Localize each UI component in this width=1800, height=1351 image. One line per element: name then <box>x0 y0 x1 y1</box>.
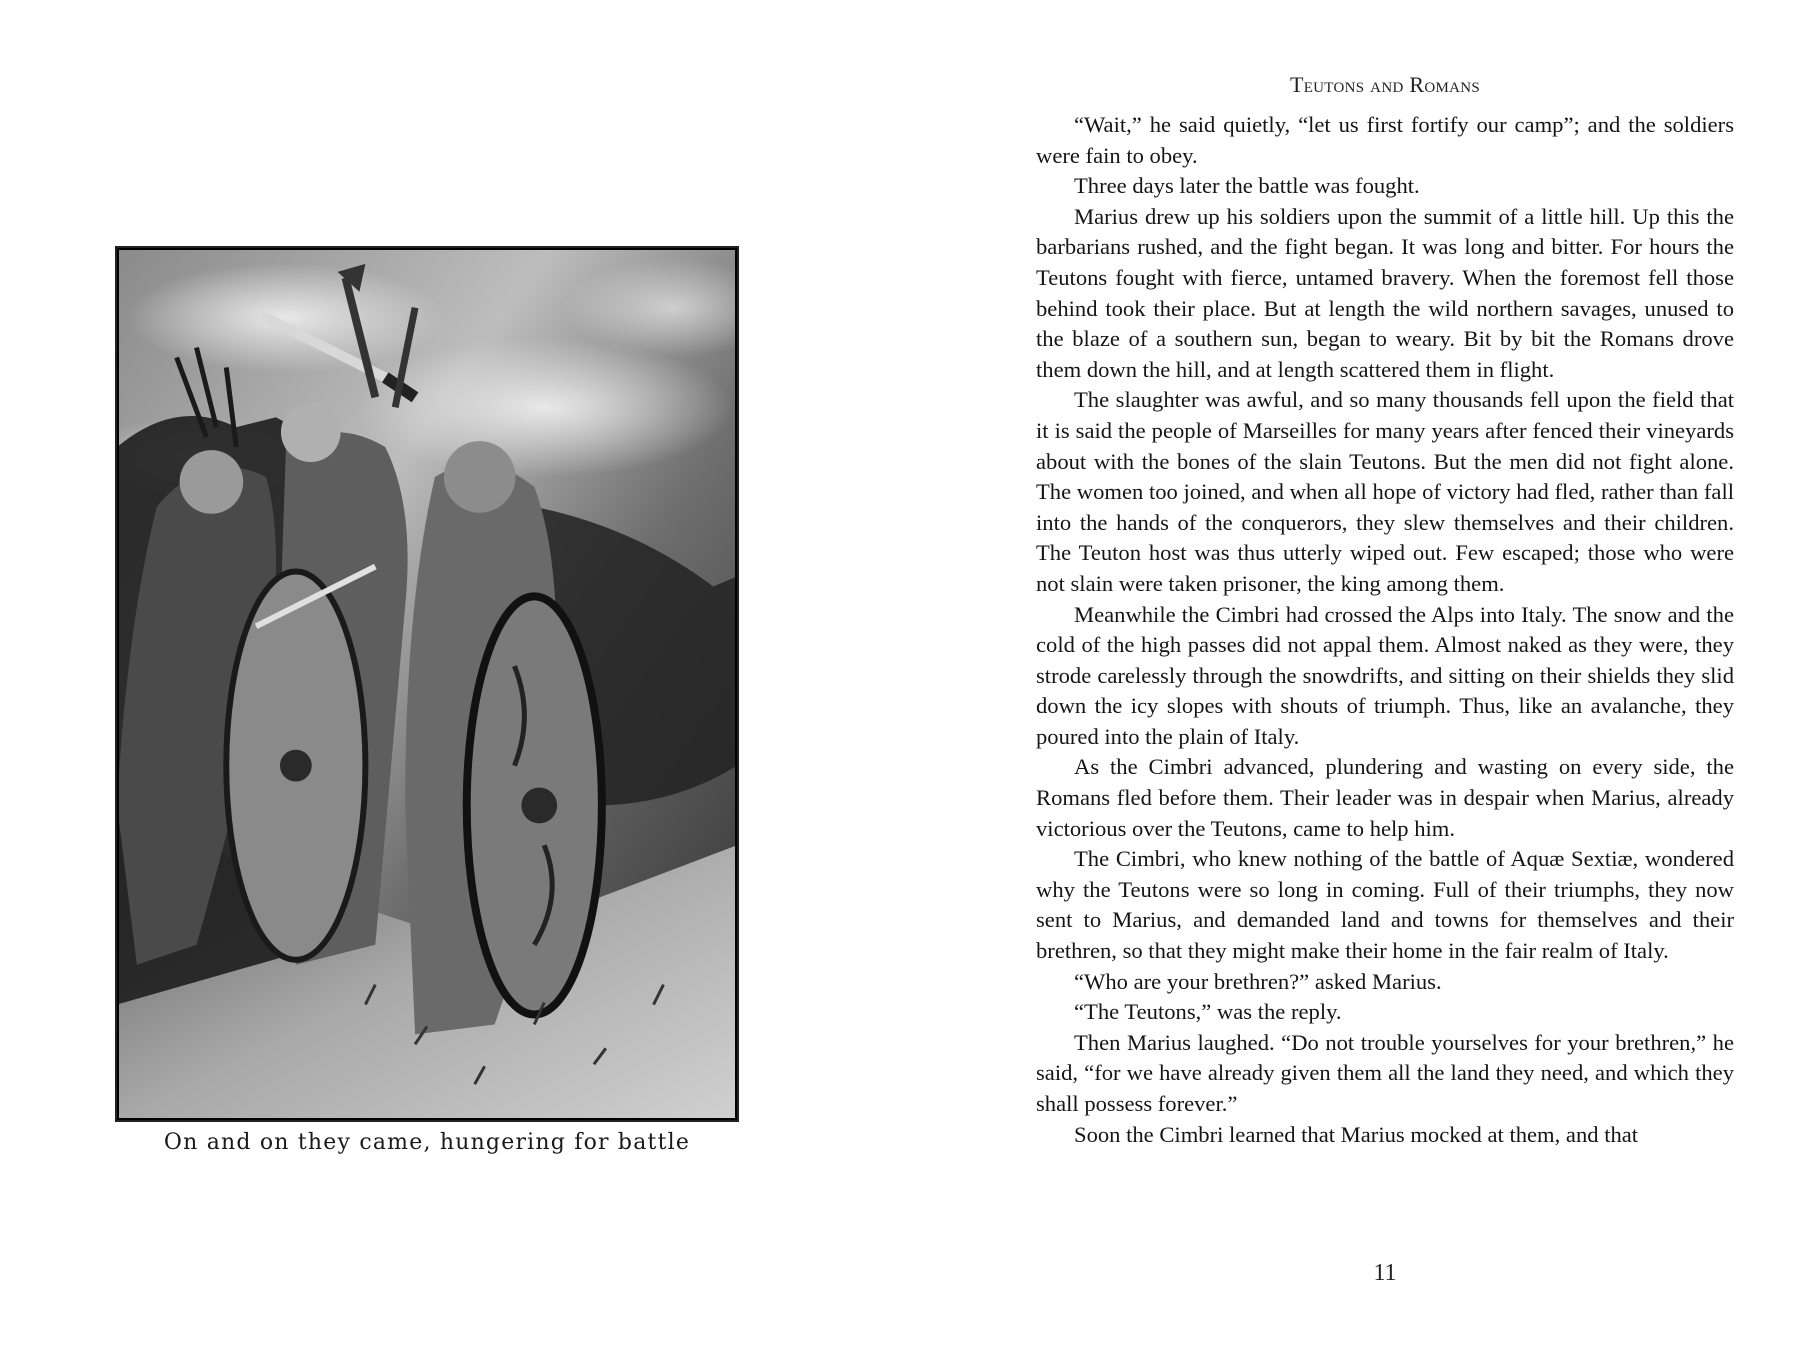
paragraph: Soon the Cimbri learned that Marius mocked at them, and that <box>1074 1121 1639 1147</box>
paragraph: The slaughter was awful, and so many thousands fell upon the field that it is said the people of Marseilles for many years after fenced their vineyards about with the bones of the slain Teutons. But the men did not fight alone. The women too joined, and when all hope of victory had fled, rather than fall into the hands of the conquerors, they slew themselves and their children. The Teuton host was thus utterly wiped out. Few escaped; those who were not slain were taken prisoner, the king among them. <box>1036 387 1734 596</box>
right-page <box>1036 0 1734 1351</box>
paragraph: As the Cimbri advanced, plundering and wasting on every side, the Romans fled before them. Their leader was in despair when Marius, already victorious over the Teutons, came to help him. <box>1036 754 1734 841</box>
paragraph: Marius drew up his soldiers upon the summit of a little hill. Up this the barbarians rushed, and the fight began. It was long and bitter. For hours the Teutons fought with fierce, untamed bravery. When the foremost fell those behind took their place. But at length the wild northern savages, unused to the blaze of a southern sun, began to weary. Bit by bit the Romans drove them down the hill, and at length scattered them in flight. <box>1036 203 1734 382</box>
paragraph: Three days later the battle was fought. <box>1074 173 1420 199</box>
paragraph: The Cimbri, who knew nothing of the battle of Aquæ Sextiæ, wondered why the Teutons were so long in coming. Full of their triumphs, they now sent to Marius, and demanded land and towns for themselves and their brethren, so that they might make their home in the fair realm of Italy. <box>1036 846 1734 964</box>
battle-illustration-art <box>117 248 737 1120</box>
illustration-caption: On and on they came, hungering for battle <box>163 1130 691 1155</box>
paragraph: “The Teutons,” was the reply. <box>1074 999 1342 1025</box>
battle-illustration <box>115 246 739 1122</box>
body-text <box>1036 110 1734 1150</box>
running-head: Teutons and Romans <box>1289 72 1481 97</box>
paragraph: Meanwhile the Cimbri had crossed the Alps into Italy. The snow and the cold of the high passes did not appal them. Almost naked as they were, they strode carelessly through the snowdrifts, and sitting on their shields they slid down the icy slopes with shouts of triumph. Thus, like an avalanche, they poured into the plain of Italy. <box>1036 601 1734 749</box>
paragraph: “Who are your brethren?” asked Marius. <box>1074 968 1442 994</box>
page-number: 11 <box>1373 1260 1397 1286</box>
paragraph: Then Marius laughed. “Do not trouble yourselves for your brethren,” he said, “for we have already given them all the land they need, and which they shall possess forever.” <box>1036 1029 1734 1116</box>
paragraph: “Wait,” he said quietly, “let us first fortify our camp”; and the soldiers were fain to obey. <box>1036 112 1734 168</box>
